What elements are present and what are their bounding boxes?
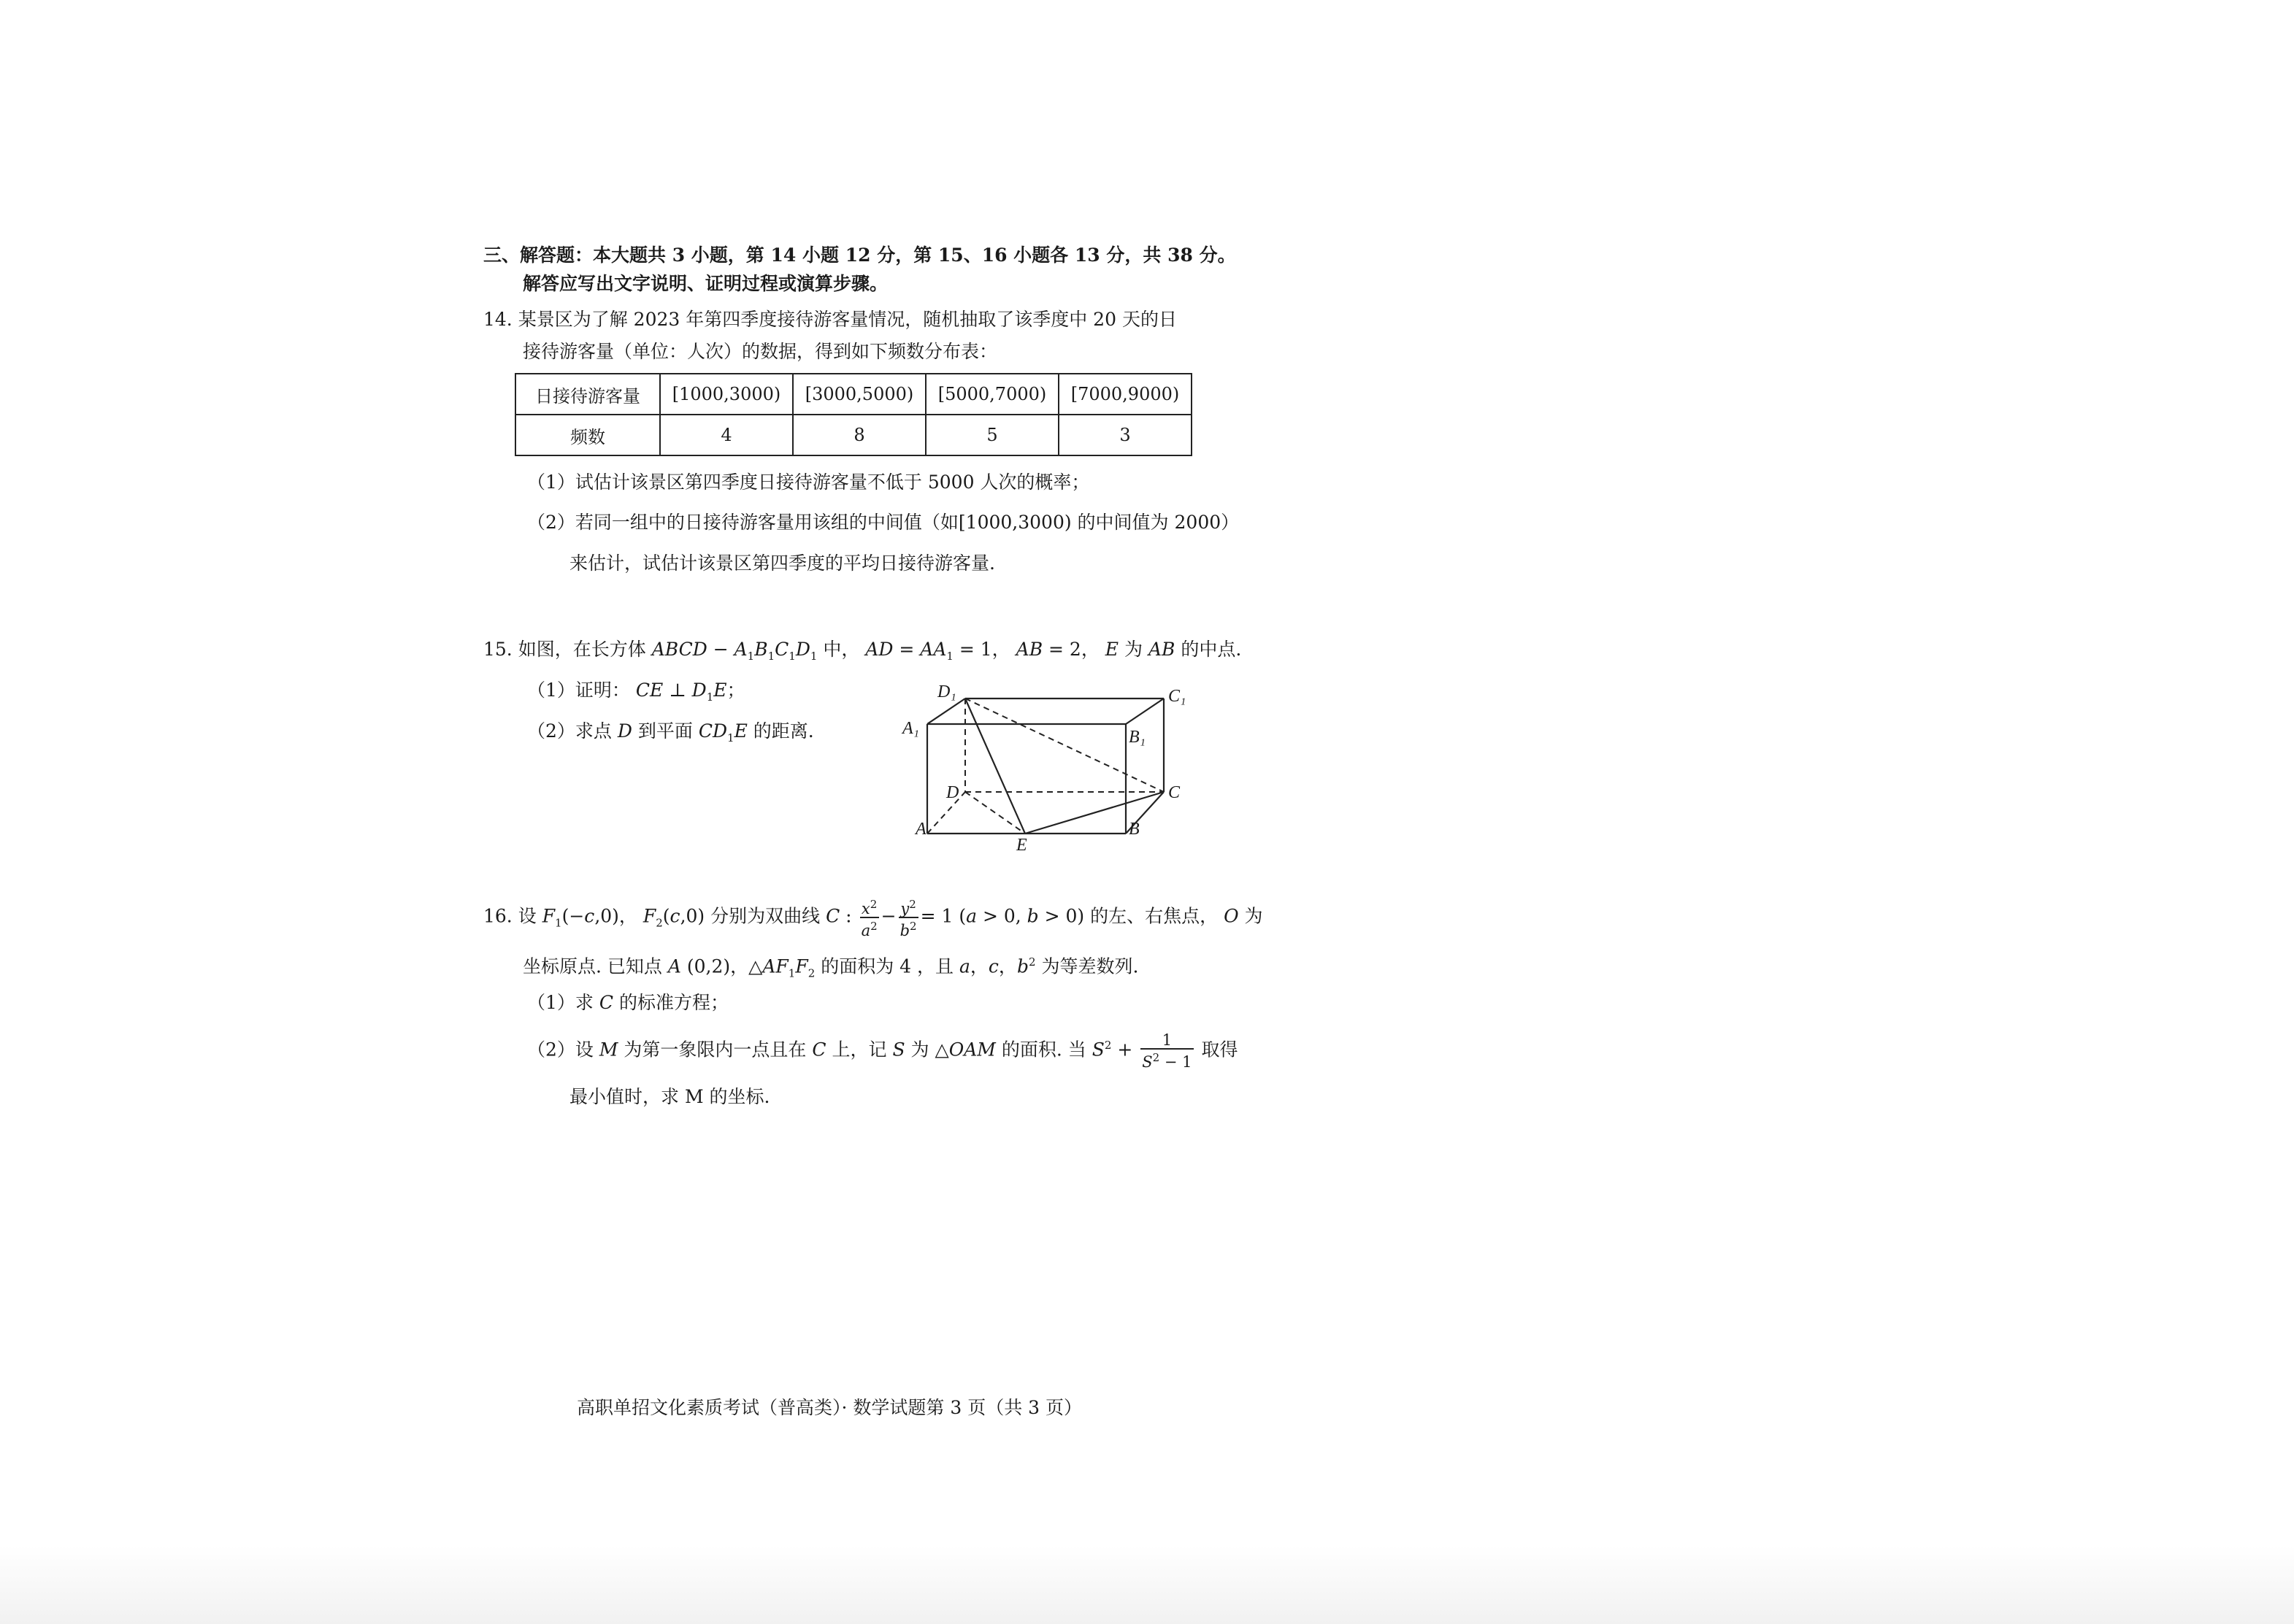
label-B: B <box>1129 820 1140 839</box>
q16-stem-line1: 16. 设 $F_1(-c,0)$， $F_2(c,0)$ 分别为双曲线 C : $\frac{x^2}{a^2}$ − $\frac{y^2}{b^2}$ = 1 (a > 0, b > 0) 的左、右焦点， O 为 <box>483 898 1263 939</box>
q16-part2-line2: 最小值时，求 M 的坐标. <box>569 1086 770 1107</box>
q14-part2-line2: 来估计，试估计该景区第四季度的平均日接待游客量. <box>569 553 995 574</box>
label-C1: C₁ <box>1168 687 1186 706</box>
table-row <box>515 415 1192 455</box>
q16-number: 16. <box>483 905 513 927</box>
table-cell: [7000,9000) <box>1059 374 1192 415</box>
table-cell: [1000,3000) <box>660 374 793 415</box>
section-instruction: 解答应写出文字说明、证明过程或演算步骤。 <box>523 273 889 294</box>
cuboid-figure <box>898 675 1190 858</box>
table-cell: [5000,7000) <box>926 374 1059 415</box>
label-D1: D₁ <box>937 682 956 701</box>
fraction-y2-b2: $\frac{y^2}{b^2}$ <box>899 898 917 939</box>
q16-part2-line1: （2）设 M 为第一象限内一点且在 C 上，记 S 为 △OAM 的面积. 当 $S^2$ + $\frac{1}{S^2 - 1}$ 取得 <box>527 1031 1238 1071</box>
label-E: E <box>1016 836 1027 855</box>
label-A: A <box>916 820 927 839</box>
table-header-cell: 日接待游客量 <box>515 374 660 415</box>
table-row <box>515 374 1192 415</box>
q15-stem: 15. 如图，在长方体 ABCD − $A_1B_1C_1D_1$ 中， AD = $AA_1 = 1$， AB = 2， E 为 AB 的中点. <box>483 639 1242 663</box>
fraction-1-over-s2-minus-1: $\frac{1}{S^2 - 1}$ <box>1142 1031 1192 1071</box>
q14-part2-line1: （2）若同一组中的日接待游客量用该组的中间值（如[1000,3000) 的中间值为 2000） <box>527 512 1240 533</box>
q16-part1: （1）求 C 的标准方程； <box>527 992 729 1013</box>
table-cell: 5 <box>926 415 1059 455</box>
table-cell: 8 <box>793 415 926 455</box>
frequency-table <box>515 373 1192 456</box>
q14-stem-line2: 接待游客量（单位：人次）的数据，得到如下频数分布表： <box>523 341 998 362</box>
table-cell: [3000,5000) <box>793 374 926 415</box>
q15-part2: （2）求点 D 到平面 $CD_1E$ 的距离. <box>527 720 814 744</box>
label-A1: A₁ <box>902 719 920 738</box>
label-B1: B₁ <box>1129 728 1146 747</box>
q14-part1: （1）试估计该景区第四季度日接待游客量不低于 5000 人次的概率； <box>527 472 1090 493</box>
label-C: C <box>1168 783 1181 802</box>
q15-number: 15. <box>483 639 513 660</box>
q16-stem-line2: 坐标原点. 已知点 A (0,2)，$\triangle AF_1F_2$ 的面积为 4 ，且 a，c，$b^2$ 为等差数列. <box>523 955 1139 980</box>
table-cell: 3 <box>1059 415 1192 455</box>
q14-number: 14. <box>483 309 513 330</box>
q14-stem-line1: 14. 某景区为了解 2023 年第四季度接待游客量情况，随机抽取了该季度中 20 天的日 <box>483 309 1177 330</box>
page-footer: 高职单招文化素质考试（普高类）· 数学试题第 3 页（共 3 页） <box>577 1397 1082 1418</box>
table-cell: 4 <box>660 415 793 455</box>
fraction-x2-a2: $\frac{x^2}{a^2}$ <box>861 898 878 939</box>
section-heading: 三、解答题：本大题共 3 小题，第 14 小题 12 分，第 15、16 小题各 13 分，共 38 分。 <box>483 245 1236 266</box>
q15-part1: （1）证明： CE ⊥ $D_1E$； <box>527 680 745 704</box>
table-header-cell: 频数 <box>515 415 660 455</box>
label-D: D <box>946 783 959 802</box>
